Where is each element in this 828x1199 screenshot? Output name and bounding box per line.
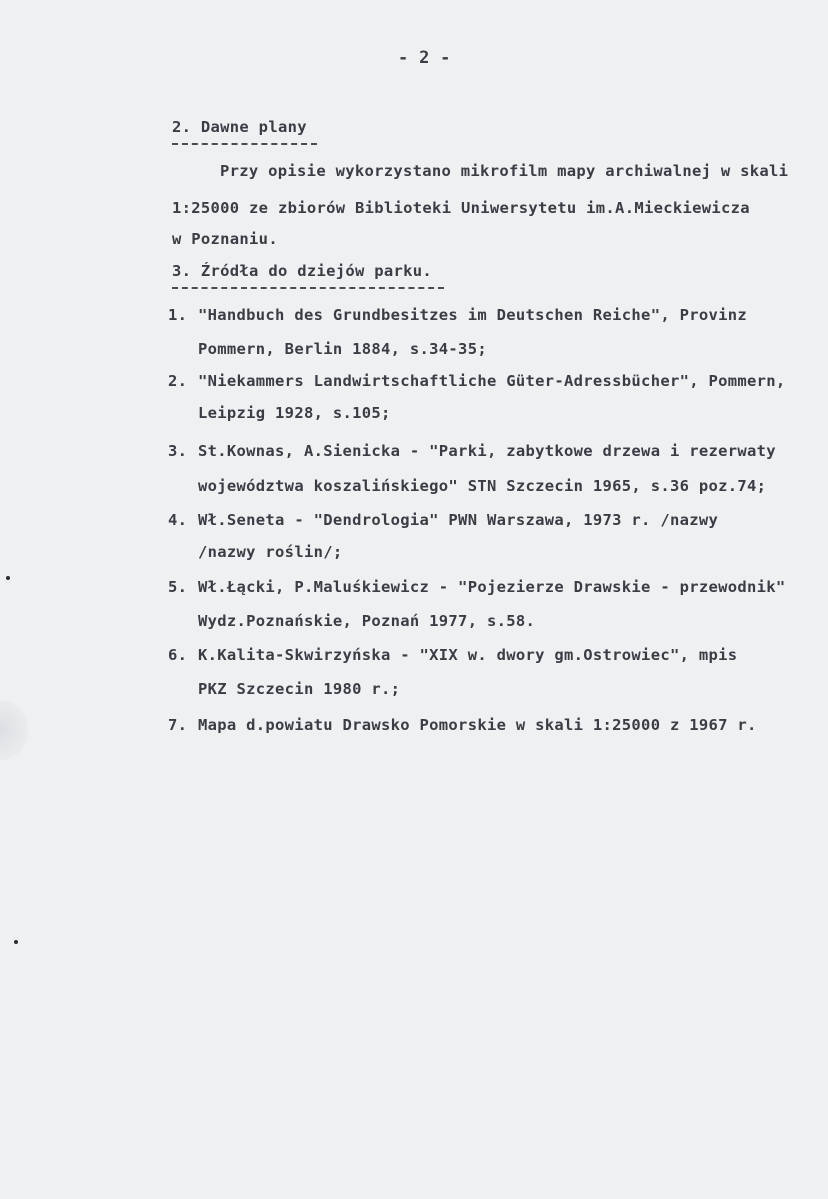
list-item-number: 5.	[168, 578, 188, 596]
list-item-line: województwa koszalińskiego" STN Szczecin 1965, s.36 poz.74;	[198, 477, 767, 495]
list-item-number: 1.	[168, 306, 188, 324]
paragraph-line: w Poznaniu.	[172, 230, 278, 248]
section-2-underline	[172, 143, 317, 145]
list-item-number: 4.	[168, 511, 188, 529]
list-item-line: Mapa d.powiatu Drawsko Pomorskie w skali 1:25000 z 1967 r.	[198, 716, 757, 734]
list-item-line: Wydz.Poznańskie, Poznań 1977, s.58.	[198, 612, 536, 630]
list-item-line: Wł.Seneta - "Dendrologia" PWN Warszawa, 1973 r. /nazwy	[198, 511, 719, 529]
list-item-line: "Handbuch des Grundbesitzes im Deutschen Reiche", Provinz	[198, 306, 748, 324]
struck-out-word	[690, 511, 786, 529]
list-item-line: K.Kalita-Skwirzyńska - "XIX w. dwory gm.Ostrowiec", mpis	[198, 646, 738, 664]
list-item-line: PKZ Szczecin 1980 r.;	[198, 680, 401, 698]
list-item-line: Leipzig 1928, s.105;	[198, 404, 391, 422]
page-number: - 2 -	[398, 48, 451, 68]
list-item-line: Pommern, Berlin 1884, s.34-35;	[198, 340, 487, 358]
margin-mark	[6, 576, 10, 580]
paper-smudge	[0, 700, 28, 760]
list-item-number: 7.	[168, 716, 188, 734]
list-item-number: 3.	[168, 442, 188, 460]
list-item-line: Wł.Łącki, P.Maluśkiewicz - "Pojezierze Drawskie - przewodnik"	[198, 578, 786, 596]
section-3-underline	[172, 287, 444, 289]
list-item-number: 2.	[168, 372, 188, 390]
section-3-heading: 3. Źródła do dziejów parku.	[172, 262, 433, 280]
list-item-number: 6.	[168, 646, 188, 664]
section-2-heading: 2. Dawne plany	[172, 118, 307, 136]
paragraph-line: 1:25000 ze zbiorów Biblioteki Uniwersytetu im.A.Mieckiewicza	[172, 199, 750, 217]
list-item-line: "Niekammers Landwirtschaftliche Güter-Adressbücher", Pommern,	[198, 372, 786, 390]
list-item-line: /nazwy roślin/;	[198, 543, 343, 561]
paragraph-line: Przy opisie wykorzystano mikrofilm mapy archiwalnej w skali	[220, 162, 789, 180]
margin-mark	[14, 940, 18, 944]
list-item-line: St.Kownas, A.Sienicka - "Parki, zabytkowe drzewa i rezerwaty	[198, 442, 776, 460]
